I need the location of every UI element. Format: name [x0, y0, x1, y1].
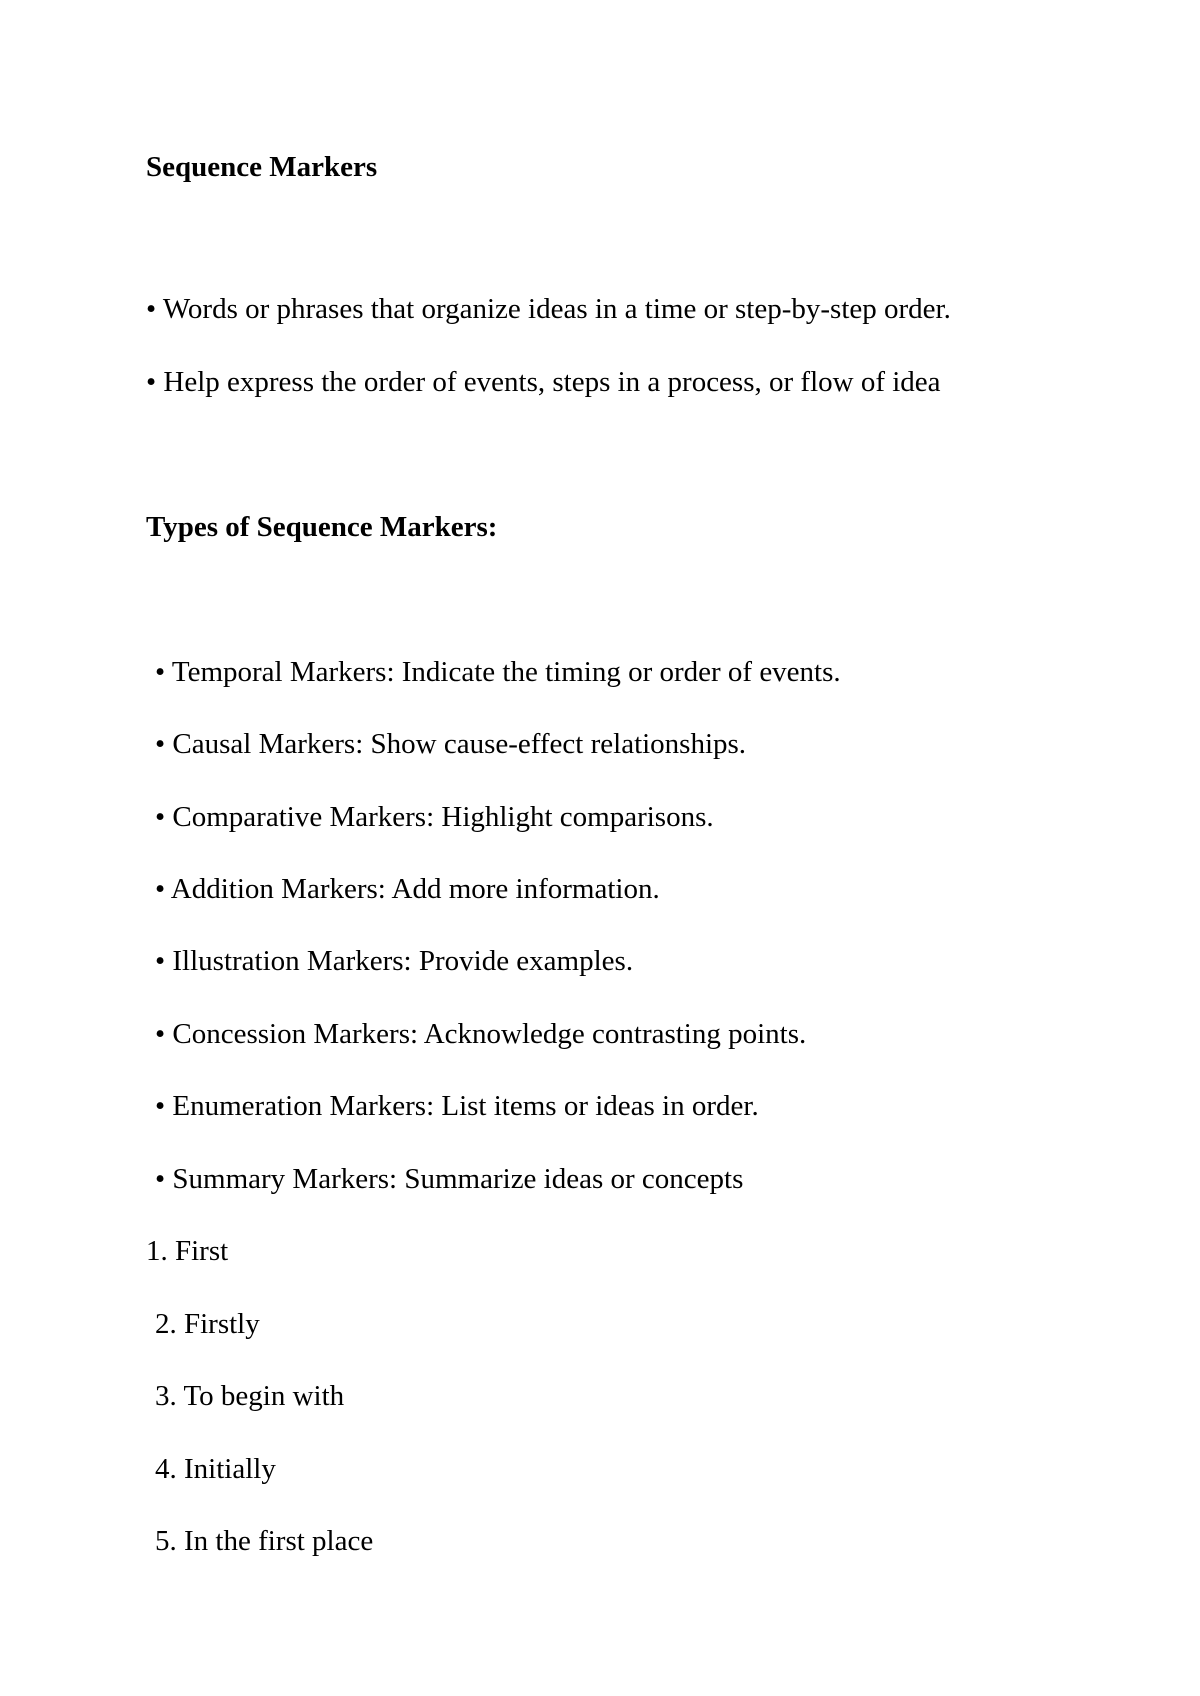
- types-bullet: • Summary Markers: Summarize ideas or concepts: [155, 1163, 744, 1195]
- types-bullet: • Enumeration Markers: List items or ideas in order.: [155, 1090, 759, 1122]
- numbered-item: 1. First: [146, 1235, 229, 1267]
- numbered-item: 3. To begin with: [155, 1380, 345, 1412]
- intro-bullet: • Words or phrases that organize ideas in a time or step-by-step order.: [146, 293, 951, 325]
- types-bullet: • Causal Markers: Show cause-effect relationships.: [155, 728, 747, 760]
- types-bullet: • Concession Markers: Acknowledge contrasting points.: [155, 1018, 807, 1050]
- intro-bullet: • Help express the order of events, steps in a process, or flow of idea: [146, 366, 941, 398]
- numbered-item: 4. Initially: [155, 1453, 276, 1485]
- types-bullet: • Addition Markers: Add more information.: [155, 873, 660, 905]
- numbered-item: 2. Firstly: [155, 1308, 260, 1340]
- types-heading: Types of Sequence Markers:: [146, 511, 498, 543]
- types-bullet: • Temporal Markers: Indicate the timing or order of events.: [155, 656, 841, 688]
- numbered-item: 5. In the first place: [155, 1525, 374, 1557]
- types-bullet: • Comparative Markers: Highlight comparisons.: [155, 801, 714, 833]
- types-bullet: • Illustration Markers: Provide examples.: [155, 945, 634, 977]
- document-title: Sequence Markers: [146, 151, 378, 183]
